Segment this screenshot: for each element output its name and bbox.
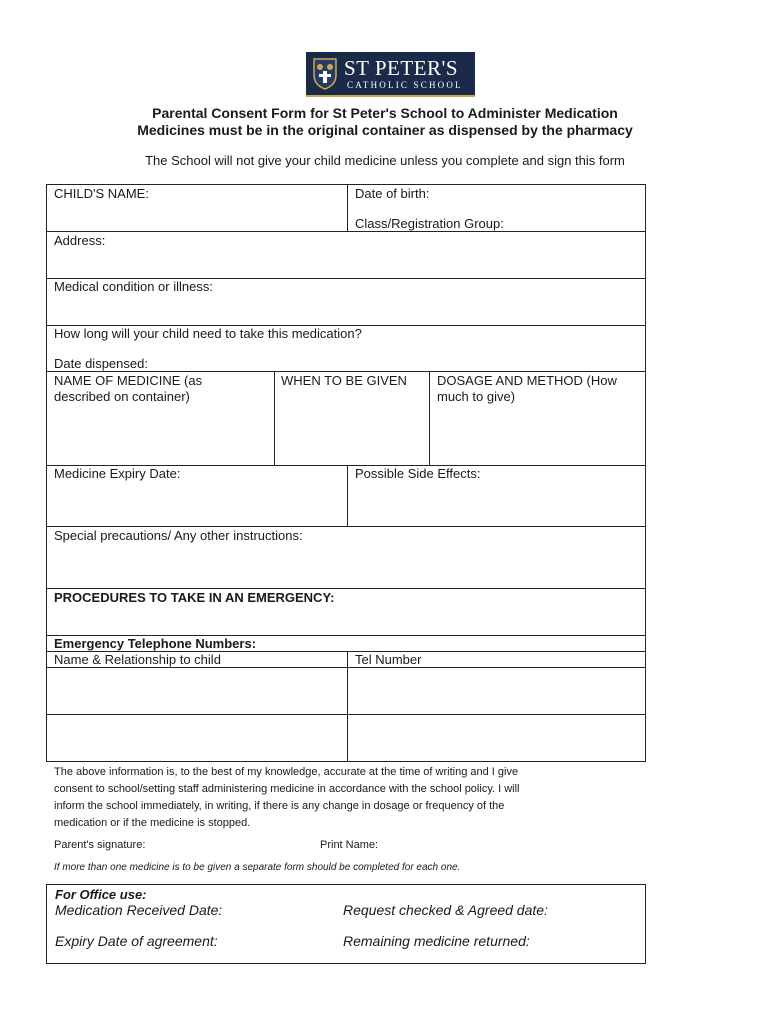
request-checked-label: Request checked & Agreed date: — [343, 902, 548, 918]
name-relationship-label: Name & Relationship to child — [54, 652, 221, 667]
remaining-medicine-label: Remaining medicine returned: — [343, 933, 530, 949]
logo-name: ST PETER'S — [344, 56, 459, 80]
how-long-label: How long will your child need to take this medication? — [54, 326, 362, 341]
telephone-numbers-label: Emergency Telephone Numbers: — [54, 636, 257, 651]
medicine-name-label-2: described on container) — [54, 389, 190, 404]
class-group-label: Class/Registration Group: — [355, 216, 504, 231]
childs-name-label: CHILD'S NAME: — [54, 186, 149, 201]
print-name-label: Print Name: — [320, 839, 379, 851]
address-label: Address: — [54, 233, 106, 248]
condition-label: Medical condition or illness: — [54, 279, 213, 294]
form-subtitle: Medicines must be in the original container as dispensed by the pharmacy — [137, 122, 633, 138]
form-title: Parental Consent Form for St Peter's School to Administer Medication — [152, 105, 618, 121]
when-given-label: WHEN TO BE GIVEN — [281, 373, 407, 388]
precautions-label: Special precautions/ Any other instructions: — [54, 528, 303, 543]
dosage-label-2: much to give) — [437, 389, 516, 404]
emergency-procedures-label: PROCEDURES TO TAKE IN AN EMERGENCY: — [54, 590, 335, 605]
dob-label: Date of birth: — [355, 186, 430, 201]
intro-text: The School will not give your child medicine unless you complete and sign this form — [145, 153, 625, 168]
parent-signature-label: Parent's signature: — [54, 839, 146, 851]
logo-stripe — [306, 95, 475, 97]
expiry-label: Medicine Expiry Date: — [54, 466, 181, 481]
medicine-name-label-1: NAME OF MEDICINE (as — [54, 373, 203, 388]
separate-form-note: If more than one medicine is to be given a separate form should be completed for each one. — [54, 862, 461, 873]
tel-number-label: Tel Number — [355, 652, 422, 667]
school-logo — [306, 52, 475, 97]
declaration-line-1: The above information is, to the best of my knowledge, accurate at the time of writing and I give — [54, 766, 519, 778]
date-dispensed-label: Date dispensed: — [54, 356, 148, 371]
declaration-line-2: consent to school/setting staff administering medicine in accordance with the school policy. I will — [54, 783, 520, 795]
crest-icon — [312, 57, 338, 91]
side-effects-label: Possible Side Effects: — [355, 466, 481, 481]
office-use-heading: For Office use: — [55, 887, 147, 902]
logo-subtitle: CATHOLIC SCHOOL — [347, 80, 463, 90]
expiry-agreement-label: Expiry Date of agreement: — [55, 933, 218, 949]
declaration-line-4: medication or if the medicine is stopped. — [54, 817, 251, 829]
medication-received-label: Medication Received Date: — [55, 902, 223, 918]
dosage-label-1: DOSAGE AND METHOD (How — [437, 373, 617, 388]
declaration-line-3: inform the school immediately, in writing, if there is any change in dosage or frequency of the — [54, 800, 505, 812]
